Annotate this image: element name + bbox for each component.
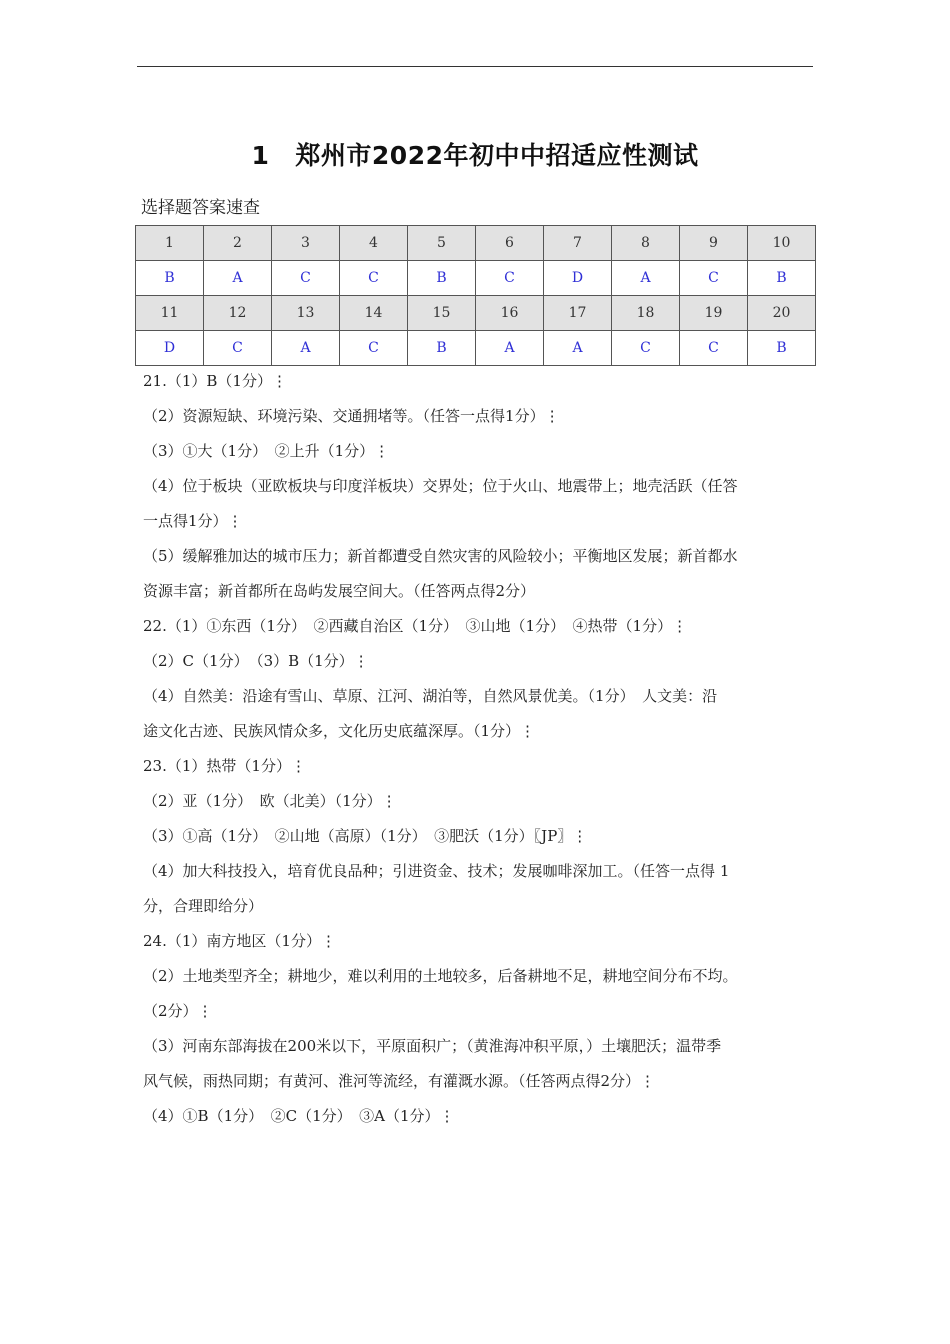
answer-line: 21.（1）B（1分）⋮ <box>143 372 287 390</box>
question-number-cell: 16 <box>476 296 544 331</box>
answer-line: 资源丰富；新首都所在岛屿发展空间大。（任答两点得2分） <box>143 582 536 600</box>
answer-line: （2）土地类型齐全；耕地少，难以利用的土地较多，后备耕地不足，耕地空间分布不均。 <box>143 967 738 985</box>
question-number-cell: 11 <box>136 296 204 331</box>
question-number-cell: 4 <box>340 226 408 261</box>
answer-cell: C <box>204 331 272 366</box>
answer-line: 一点得1分）⋮ <box>143 512 243 530</box>
question-number-cell: 17 <box>544 296 612 331</box>
answer-cell: C <box>680 261 748 296</box>
title-number: 1 <box>251 141 270 170</box>
question-number-row <box>136 226 816 261</box>
answer-row <box>136 331 816 366</box>
answer-line: （3）①高（1分） ②山地（高原）（1分） ③肥沃（1分）〖JP〗⋮ <box>143 827 588 845</box>
answer-line: （3）①大（1分） ②上升（1分）⋮ <box>143 442 390 460</box>
answer-line: （2）C（1分） （3）B（1分）⋮ <box>143 652 369 670</box>
answer-cell: D <box>544 261 612 296</box>
answer-cell: C <box>340 261 408 296</box>
question-number-cell: 14 <box>340 296 408 331</box>
question-number-cell: 12 <box>204 296 272 331</box>
question-number-cell: 13 <box>272 296 340 331</box>
answer-cell: A <box>544 331 612 366</box>
section-subtitle: 选择题答案速查 <box>141 198 260 218</box>
page-title <box>0 136 950 172</box>
answer-cell: A <box>204 261 272 296</box>
answer-cell: B <box>408 261 476 296</box>
question-number-cell: 20 <box>748 296 816 331</box>
answer-content <box>143 364 813 1134</box>
answer-cell: A <box>612 261 680 296</box>
answer-line: （5）缓解雅加达的城市压力；新首都遭受自然灾害的风险较小；平衡地区发展；新首都水 <box>143 547 738 565</box>
question-number-cell: 6 <box>476 226 544 261</box>
answer-line: （2分）⋮ <box>143 1002 213 1020</box>
answer-cell: B <box>748 331 816 366</box>
question-number-row <box>136 296 816 331</box>
question-number-cell: 2 <box>204 226 272 261</box>
answer-cell: A <box>272 331 340 366</box>
answer-row <box>136 261 816 296</box>
answer-line: （3）河南东部海拔在200米以下，平原面积广；（黄淮海冲积平原，）土壤肥沃；温带季 <box>143 1037 722 1055</box>
question-number-cell: 10 <box>748 226 816 261</box>
answer-line: （2）资源短缺、环境污染、交通拥堵等。（任答一点得1分）⋮ <box>143 407 560 425</box>
question-number-cell: 7 <box>544 226 612 261</box>
answer-line: （4）加大科技投入，培育优良品种；引进资金、技术；发展咖啡深加工。（任答一点得 1 <box>143 862 730 880</box>
answer-line: 23.（1）热带（1分）⋮ <box>143 757 306 775</box>
answer-cell: A <box>476 331 544 366</box>
title-text: 郑州市2022年初中中招适应性测试 <box>295 141 699 170</box>
question-number-cell: 8 <box>612 226 680 261</box>
question-number-cell: 18 <box>612 296 680 331</box>
answer-cell: C <box>476 261 544 296</box>
answer-line: （2）亚（1分） 欧（北美）（1分）⋮ <box>143 792 397 810</box>
answer-line: 24.（1）南方地区（1分）⋮ <box>143 932 336 950</box>
answer-cell: B <box>136 261 204 296</box>
question-number-cell: 19 <box>680 296 748 331</box>
answer-cell: C <box>680 331 748 366</box>
answer-cell: D <box>136 331 204 366</box>
answer-cell: B <box>408 331 476 366</box>
answer-cell: C <box>340 331 408 366</box>
question-number-cell: 15 <box>408 296 476 331</box>
header-rule <box>137 66 813 67</box>
answer-line: 分，合理即给分） <box>143 897 264 915</box>
question-number-cell: 9 <box>680 226 748 261</box>
answer-line: （4）自然美：沿途有雪山、草原、江河、湖泊等，自然风景优美。（1分） 人文美：沿 <box>143 687 718 705</box>
answer-line: 风气候，雨热同期；有黄河、淮河等流经，有灌溉水源。（任答两点得2分）⋮ <box>143 1072 656 1090</box>
answer-line: （4）位于板块（亚欧板块与印度洋板块）交界处；位于火山、地震带上；地壳活跃（任答 <box>143 477 738 495</box>
question-number-cell: 1 <box>136 226 204 261</box>
answer-cell: C <box>272 261 340 296</box>
answer-table <box>135 225 816 366</box>
answer-line: （4）①B（1分） ②C（1分） ③A（1分）⋮ <box>143 1107 455 1125</box>
answer-line: 途文化古迹、民族风情众多，文化历史底蕴深厚。（1分）⋮ <box>143 722 536 740</box>
question-number-cell: 3 <box>272 226 340 261</box>
answer-cell: C <box>612 331 680 366</box>
answer-line: 22.（1）①东西（1分） ②西藏自治区（1分） ③山地（1分） ④热带（1分）⋮ <box>143 617 688 635</box>
question-number-cell: 5 <box>408 226 476 261</box>
answer-cell: B <box>748 261 816 296</box>
